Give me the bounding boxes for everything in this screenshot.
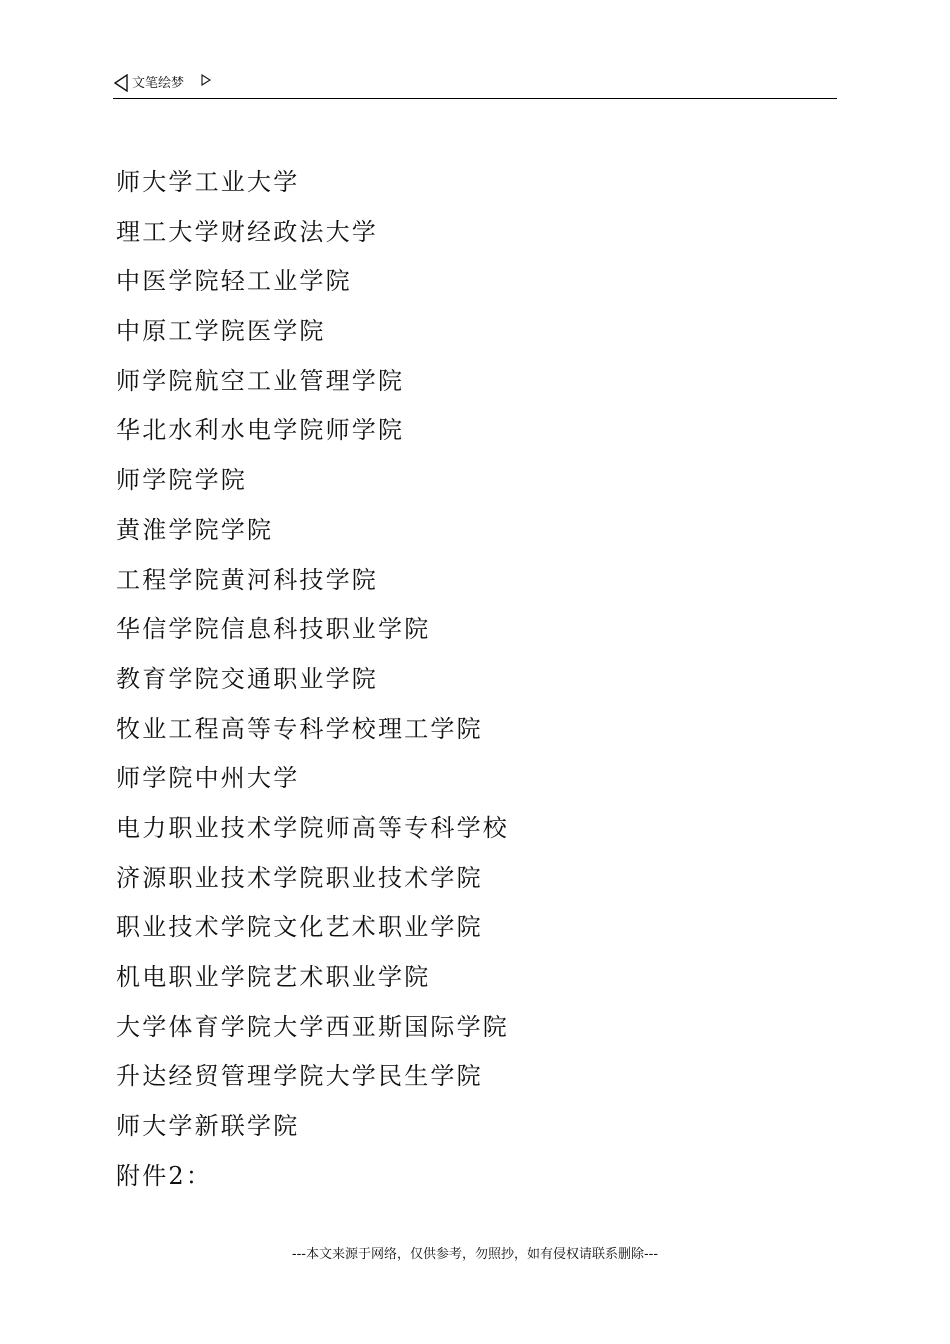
text-line: 升达经贸管理学院大学民生学院	[116, 1062, 483, 1091]
text-line: 师大学工业大学	[116, 168, 300, 196]
page-header	[113, 72, 837, 99]
text-line: 黄淮学院学院	[116, 515, 274, 544]
text-line: 中医学院轻工业学院	[116, 267, 352, 296]
text-line: 师学院学院	[116, 466, 247, 495]
triangle-right-outline-icon	[201, 74, 211, 86]
text-line: 华北水利水电学院师学院	[116, 416, 405, 445]
text-line: 师学院航空工业管理学院	[116, 366, 405, 395]
attachment-heading: 附件2：	[116, 1161, 213, 1190]
text-line: 电力职业技术学院师高等专科学校	[116, 813, 509, 842]
text-line: 牧业工程高等专科学校理工学院	[116, 714, 483, 743]
text-line: 华信学院信息科技职业学院	[116, 615, 431, 644]
text-line: 理工大学财经政法大学	[116, 217, 378, 246]
text-line: 机电职业学院艺术职业学院	[116, 963, 431, 991]
document-body	[116, 160, 836, 1203]
text-line: 教育学院交通职业学院	[116, 664, 378, 693]
text-line: 大学体育学院大学西亚斯国际学院	[116, 1012, 509, 1041]
text-line: 职业技术学院文化艺术职业学院	[116, 913, 483, 942]
text-line: 师大学新联学院	[116, 1112, 300, 1141]
triangle-left-outline-icon	[113, 74, 129, 92]
text-line: 中原工学院医学院	[116, 317, 326, 346]
text-line: 师学院中州大学	[116, 764, 300, 793]
header-title: 文笔绘梦	[132, 76, 185, 91]
page-footer-disclaimer: ---本文来源于网络，仅供参考，勿照抄，如有侵权请联系删除---	[291, 1247, 659, 1262]
text-line: 济源职业技术学院职业技术学院	[116, 863, 483, 892]
text-line: 工程学院黄河科技学院	[116, 565, 378, 594]
